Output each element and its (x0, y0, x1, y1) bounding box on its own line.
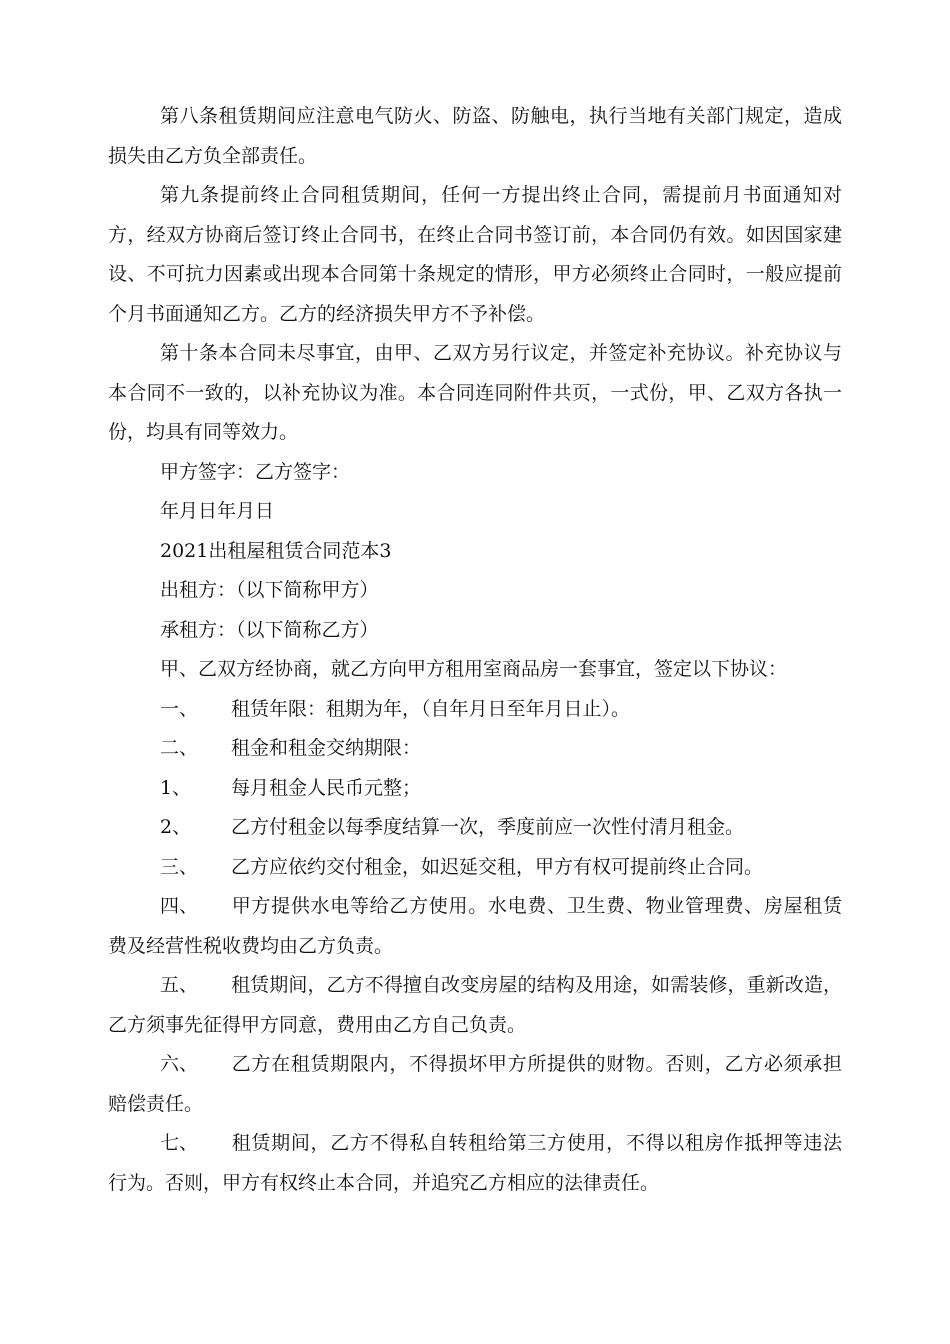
list-item (108, 769, 842, 809)
clause-8: 第八条租赁期间应注意电气防火、防盗、防触电，执行当地有关部门规定，造成损失由乙方负全部责任。 (108, 105, 842, 167)
list-item (108, 1124, 842, 1203)
list-item-number: 2、 (160, 816, 192, 838)
list-item-number: 二、 (160, 737, 199, 759)
list-item-text: 甲方提供水电等给乙方使用。水电费、卫生费、物业管理费、房屋租赁 费及经营性税收费均由乙方负责。 (108, 895, 842, 957)
list-item-number: 六、 (160, 1053, 199, 1075)
list-item (108, 808, 842, 848)
list-item-number: 1、 (160, 776, 192, 799)
list-item-text: 租赁期间，乙方不得私自转租给第三方使用，不得以租房作抵押等违法 行为。否则，甲方有权终止本合同，并追究乙方相应的法律责任。 (108, 1132, 842, 1194)
date-line: 年月日年月日 (160, 500, 275, 522)
lessor-line: 出租方：（以下简称甲方） (160, 579, 379, 601)
list-item (108, 848, 842, 888)
list-item-text: 每月租金人民币元整； (231, 776, 422, 799)
clause-9: 第九条提前终止合同租赁期间，任何一方提出终止合同，需提前月书面通知对方，经双方协商后签订终止合同书，在终止合同书签订前，本合同仍有效。如因国家建设、不可抗力因素或出现本合同第十条规定的情形，甲方必须终止合同时，一般应提前个月书面通知乙方。乙方的经济损失甲方不予补偿。 (108, 184, 842, 325)
list-item-text: 乙方在租赁期限内，不得损坏甲方所提供的财物。否则，乙方必须承担 赔偿责任。 (108, 1053, 842, 1115)
list-item (108, 690, 842, 730)
list-item-number: 五、 (160, 974, 199, 996)
contract-title: 2021出租屋租赁合同范本3 (160, 539, 392, 562)
list-item-number: 一、 (160, 697, 199, 720)
lessee-line: 承租方：（以下简称乙方） (160, 618, 379, 641)
list-item (108, 729, 842, 769)
list-item (108, 966, 842, 1045)
list-item-text: 租赁期间，乙方不得擅自改变房屋的结构及用途，如需装修，重新改造，乙方须事先征得甲方同意，费用由乙方自己负责。 (108, 974, 842, 1036)
intro-line: 甲、乙双方经协商，就乙方向甲方租用室商品房一套事宜，签定以下协议： (160, 658, 788, 680)
list-item-text: 乙方付租金以每季度结算一次，季度前应一次性付清月租金。 (231, 816, 745, 838)
list-item (108, 1045, 842, 1124)
list-item-text: 乙方应依约交付租金，如迟延交租，甲方有权可提前终止合同。 (231, 855, 764, 878)
list-item (108, 887, 842, 966)
clause-10: 第十条本合同未尽事宜，由甲、乙双方另行议定，并签定补充协议。补充协议与本合同不一致的，以补充协议为准。本合同连同附件共页，一式份，甲、乙双方各执一份，均具有同等效力。 (108, 342, 842, 443)
list-item-number: 四、 (160, 895, 199, 917)
signature-line: 甲方签字：乙方签字： (160, 460, 351, 483)
list-item-text: 租金和租金交纳期限： (231, 737, 422, 759)
list-item-text: 租赁年限：租期为年，（自年月日至年月日止）。 (231, 697, 631, 720)
list-item-number: 三、 (160, 855, 199, 878)
list-item-number: 七、 (160, 1132, 199, 1154)
